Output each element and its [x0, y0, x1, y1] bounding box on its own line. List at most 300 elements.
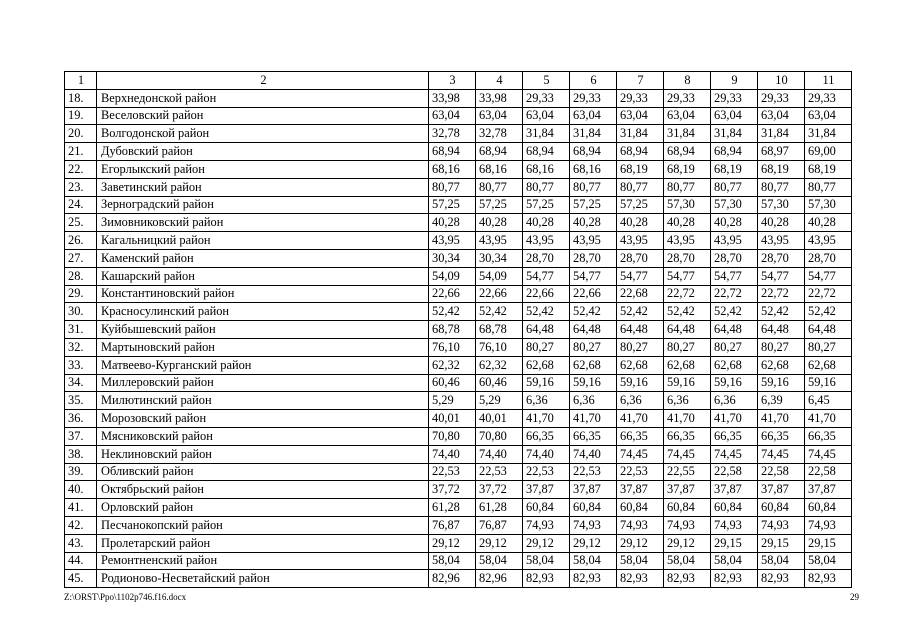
value-cell: 43,95	[617, 232, 664, 250]
value-cell: 22,53	[523, 463, 570, 481]
table-row	[65, 321, 852, 339]
value-cell: 6,36	[664, 392, 711, 410]
table-row	[65, 143, 852, 161]
table-row	[65, 392, 852, 410]
value-cell: 80,77	[664, 178, 711, 196]
value-cell: 62,32	[429, 356, 476, 374]
value-cell: 74,45	[711, 445, 758, 463]
value-cell: 74,45	[805, 445, 852, 463]
district-name: Веселовский район	[97, 107, 429, 125]
row-number: 45.	[65, 570, 97, 588]
row-number: 32.	[65, 338, 97, 356]
value-cell: 22,72	[805, 285, 852, 303]
value-cell: 68,78	[476, 321, 523, 339]
value-cell: 66,35	[570, 427, 617, 445]
value-cell: 59,16	[617, 374, 664, 392]
district-name: Милютинский район	[97, 392, 429, 410]
value-cell: 52,42	[758, 303, 805, 321]
row-number: 34.	[65, 374, 97, 392]
value-cell: 80,27	[805, 338, 852, 356]
table-row	[65, 196, 852, 214]
value-cell: 80,27	[617, 338, 664, 356]
row-number: 43.	[65, 534, 97, 552]
value-cell: 68,97	[758, 143, 805, 161]
value-cell: 68,16	[476, 160, 523, 178]
value-cell: 28,70	[617, 249, 664, 267]
table-row	[65, 463, 852, 481]
value-cell: 60,84	[570, 499, 617, 517]
value-cell: 74,93	[570, 516, 617, 534]
value-cell: 30,34	[429, 249, 476, 267]
value-cell: 43,95	[429, 232, 476, 250]
column-header-4: 4	[476, 72, 523, 90]
value-cell: 40,01	[429, 410, 476, 428]
value-cell: 74,40	[523, 445, 570, 463]
value-cell: 31,84	[758, 125, 805, 143]
district-name: Каменский район	[97, 249, 429, 267]
table-row	[65, 534, 852, 552]
value-cell: 40,28	[617, 214, 664, 232]
value-cell: 66,35	[758, 427, 805, 445]
value-cell: 62,68	[664, 356, 711, 374]
value-cell: 68,19	[664, 160, 711, 178]
value-cell: 57,30	[664, 196, 711, 214]
value-cell: 76,10	[476, 338, 523, 356]
row-number: 39.	[65, 463, 97, 481]
value-cell: 62,68	[805, 356, 852, 374]
value-cell: 57,30	[758, 196, 805, 214]
value-cell: 82,93	[758, 570, 805, 588]
value-cell: 63,04	[476, 107, 523, 125]
value-cell: 29,15	[711, 534, 758, 552]
value-cell: 63,04	[523, 107, 570, 125]
value-cell: 43,95	[711, 232, 758, 250]
value-cell: 40,28	[570, 214, 617, 232]
value-cell: 52,42	[523, 303, 570, 321]
row-number: 35.	[65, 392, 97, 410]
value-cell: 41,70	[570, 410, 617, 428]
value-cell: 37,87	[617, 481, 664, 499]
value-cell: 80,77	[570, 178, 617, 196]
value-cell: 37,87	[664, 481, 711, 499]
value-cell: 66,35	[711, 427, 758, 445]
value-cell: 74,40	[476, 445, 523, 463]
value-cell: 82,93	[805, 570, 852, 588]
value-cell: 29,12	[523, 534, 570, 552]
district-name: Ремонтненский район	[97, 552, 429, 570]
footer-page-number: 29	[850, 592, 859, 602]
district-name: Пролетарский район	[97, 534, 429, 552]
value-cell: 54,77	[523, 267, 570, 285]
value-cell: 60,84	[523, 499, 570, 517]
value-cell: 68,94	[711, 143, 758, 161]
value-cell: 22,66	[429, 285, 476, 303]
value-cell: 63,04	[617, 107, 664, 125]
value-cell: 33,98	[476, 89, 523, 107]
district-name: Морозовский район	[97, 410, 429, 428]
value-cell: 52,42	[570, 303, 617, 321]
value-cell: 29,33	[523, 89, 570, 107]
value-cell: 63,04	[758, 107, 805, 125]
table-row	[65, 125, 852, 143]
value-cell: 80,77	[805, 178, 852, 196]
table-row	[65, 356, 852, 374]
value-cell: 68,94	[476, 143, 523, 161]
value-cell: 22,72	[664, 285, 711, 303]
value-cell: 29,12	[664, 534, 711, 552]
district-name: Кашарский район	[97, 267, 429, 285]
value-cell: 29,15	[758, 534, 805, 552]
value-cell: 37,87	[523, 481, 570, 499]
row-number: 18.	[65, 89, 97, 107]
value-cell: 41,70	[805, 410, 852, 428]
value-cell: 31,84	[664, 125, 711, 143]
value-cell: 74,93	[617, 516, 664, 534]
value-cell: 68,19	[758, 160, 805, 178]
column-header-8: 8	[664, 72, 711, 90]
value-cell: 28,70	[523, 249, 570, 267]
value-cell: 64,48	[617, 321, 664, 339]
value-cell: 43,95	[476, 232, 523, 250]
value-cell: 40,28	[429, 214, 476, 232]
row-number: 25.	[65, 214, 97, 232]
value-cell: 54,09	[429, 267, 476, 285]
value-cell: 37,87	[570, 481, 617, 499]
value-cell: 60,46	[429, 374, 476, 392]
value-cell: 52,42	[664, 303, 711, 321]
value-cell: 37,87	[758, 481, 805, 499]
table-row	[65, 499, 852, 517]
value-cell: 74,93	[711, 516, 758, 534]
value-cell: 66,35	[617, 427, 664, 445]
table-row	[65, 427, 852, 445]
value-cell: 22,72	[758, 285, 805, 303]
value-cell: 22,53	[570, 463, 617, 481]
value-cell: 41,70	[711, 410, 758, 428]
value-cell: 57,25	[523, 196, 570, 214]
value-cell: 57,25	[429, 196, 476, 214]
value-cell: 68,94	[523, 143, 570, 161]
value-cell: 74,93	[664, 516, 711, 534]
row-number: 29.	[65, 285, 97, 303]
value-cell: 74,45	[617, 445, 664, 463]
value-cell: 82,93	[617, 570, 664, 588]
value-cell: 54,77	[570, 267, 617, 285]
row-number: 36.	[65, 410, 97, 428]
value-cell: 80,27	[758, 338, 805, 356]
value-cell: 66,35	[523, 427, 570, 445]
value-cell: 60,46	[476, 374, 523, 392]
value-cell: 28,70	[758, 249, 805, 267]
value-cell: 60,84	[664, 499, 711, 517]
value-cell: 61,28	[476, 499, 523, 517]
value-cell: 52,42	[429, 303, 476, 321]
value-cell: 6,36	[711, 392, 758, 410]
value-cell: 54,77	[805, 267, 852, 285]
value-cell: 41,70	[523, 410, 570, 428]
value-cell: 58,04	[711, 552, 758, 570]
value-cell: 22,58	[711, 463, 758, 481]
row-number: 30.	[65, 303, 97, 321]
value-cell: 58,04	[570, 552, 617, 570]
district-name: Куйбышевский район	[97, 321, 429, 339]
value-cell: 80,77	[523, 178, 570, 196]
value-cell: 22,53	[617, 463, 664, 481]
value-cell: 5,29	[429, 392, 476, 410]
value-cell: 54,77	[617, 267, 664, 285]
value-cell: 37,87	[805, 481, 852, 499]
value-cell: 29,15	[805, 534, 852, 552]
value-cell: 63,04	[429, 107, 476, 125]
value-cell: 28,70	[711, 249, 758, 267]
value-cell: 22,72	[711, 285, 758, 303]
value-cell: 31,84	[523, 125, 570, 143]
value-cell: 63,04	[664, 107, 711, 125]
district-name: Миллеровский район	[97, 374, 429, 392]
value-cell: 68,16	[429, 160, 476, 178]
value-cell: 60,84	[758, 499, 805, 517]
value-cell: 43,95	[570, 232, 617, 250]
table-row	[65, 445, 852, 463]
value-cell: 82,96	[429, 570, 476, 588]
table-row	[65, 89, 852, 107]
row-number: 42.	[65, 516, 97, 534]
value-cell: 29,33	[711, 89, 758, 107]
value-cell: 52,42	[805, 303, 852, 321]
value-cell: 29,12	[476, 534, 523, 552]
value-cell: 29,12	[429, 534, 476, 552]
value-cell: 52,42	[476, 303, 523, 321]
value-cell: 74,40	[429, 445, 476, 463]
value-cell: 22,68	[617, 285, 664, 303]
value-cell: 64,48	[570, 321, 617, 339]
value-cell: 59,16	[570, 374, 617, 392]
value-cell: 32,78	[429, 125, 476, 143]
value-cell: 60,84	[711, 499, 758, 517]
footer-file-path: Z:\ORST\Ppo\1102p746.f16.docx	[64, 592, 187, 602]
row-number: 20.	[65, 125, 97, 143]
value-cell: 57,25	[617, 196, 664, 214]
value-cell: 80,27	[523, 338, 570, 356]
row-number: 24.	[65, 196, 97, 214]
value-cell: 43,95	[805, 232, 852, 250]
value-cell: 41,70	[617, 410, 664, 428]
value-cell: 29,33	[570, 89, 617, 107]
value-cell: 68,16	[570, 160, 617, 178]
column-header-10: 10	[758, 72, 805, 90]
value-cell: 57,25	[570, 196, 617, 214]
value-cell: 74,40	[570, 445, 617, 463]
value-cell: 70,80	[476, 427, 523, 445]
value-cell: 64,48	[523, 321, 570, 339]
district-name: Волгодонской район	[97, 125, 429, 143]
column-header-6: 6	[570, 72, 617, 90]
row-number: 38.	[65, 445, 97, 463]
value-cell: 82,93	[711, 570, 758, 588]
district-name: Орловский район	[97, 499, 429, 517]
table-row	[65, 374, 852, 392]
value-cell: 29,12	[570, 534, 617, 552]
value-cell: 41,70	[664, 410, 711, 428]
table-row	[65, 516, 852, 534]
column-header-9: 9	[711, 72, 758, 90]
district-name: Октябрьский район	[97, 481, 429, 499]
value-cell: 80,77	[617, 178, 664, 196]
district-name: Мясниковский район	[97, 427, 429, 445]
column-header-3: 3	[429, 72, 476, 90]
value-cell: 30,34	[476, 249, 523, 267]
value-cell: 43,95	[664, 232, 711, 250]
value-cell: 40,28	[664, 214, 711, 232]
value-cell: 52,42	[711, 303, 758, 321]
value-cell: 68,19	[711, 160, 758, 178]
district-name: Заветинский район	[97, 178, 429, 196]
value-cell: 62,68	[617, 356, 664, 374]
value-cell: 82,93	[570, 570, 617, 588]
value-cell: 22,66	[476, 285, 523, 303]
row-number: 26.	[65, 232, 97, 250]
table-row	[65, 267, 852, 285]
value-cell: 62,68	[523, 356, 570, 374]
value-cell: 31,84	[617, 125, 664, 143]
value-cell: 80,27	[570, 338, 617, 356]
value-cell: 74,93	[523, 516, 570, 534]
value-cell: 68,16	[523, 160, 570, 178]
district-name: Обливский район	[97, 463, 429, 481]
value-cell: 70,80	[429, 427, 476, 445]
value-cell: 82,93	[523, 570, 570, 588]
value-cell: 29,12	[617, 534, 664, 552]
value-cell: 82,96	[476, 570, 523, 588]
value-cell: 68,94	[617, 143, 664, 161]
value-cell: 64,48	[805, 321, 852, 339]
table-row	[65, 570, 852, 588]
value-cell: 32,78	[476, 125, 523, 143]
value-cell: 29,33	[805, 89, 852, 107]
value-cell: 33,98	[429, 89, 476, 107]
value-cell: 31,84	[805, 125, 852, 143]
row-number: 44.	[65, 552, 97, 570]
value-cell: 68,19	[617, 160, 664, 178]
value-cell: 28,70	[805, 249, 852, 267]
value-cell: 29,33	[664, 89, 711, 107]
value-cell: 74,93	[805, 516, 852, 534]
value-cell: 22,58	[805, 463, 852, 481]
district-name: Егорлыкский район	[97, 160, 429, 178]
table-row	[65, 285, 852, 303]
value-cell: 80,77	[476, 178, 523, 196]
value-cell: 68,94	[664, 143, 711, 161]
value-cell: 59,16	[523, 374, 570, 392]
row-number: 27.	[65, 249, 97, 267]
value-cell: 58,04	[523, 552, 570, 570]
value-cell: 31,84	[711, 125, 758, 143]
value-cell: 62,68	[570, 356, 617, 374]
value-cell: 52,42	[617, 303, 664, 321]
value-cell: 40,28	[523, 214, 570, 232]
value-cell: 69,00	[805, 143, 852, 161]
row-number: 41.	[65, 499, 97, 517]
value-cell: 54,77	[664, 267, 711, 285]
value-cell: 60,84	[617, 499, 664, 517]
value-cell: 63,04	[805, 107, 852, 125]
table-row	[65, 232, 852, 250]
value-cell: 22,55	[664, 463, 711, 481]
value-cell: 54,09	[476, 267, 523, 285]
table-row	[65, 552, 852, 570]
value-cell: 74,93	[758, 516, 805, 534]
value-cell: 57,30	[805, 196, 852, 214]
value-cell: 64,48	[664, 321, 711, 339]
value-cell: 62,32	[476, 356, 523, 374]
district-name: Константиновский район	[97, 285, 429, 303]
value-cell: 68,94	[429, 143, 476, 161]
value-cell: 74,45	[664, 445, 711, 463]
row-number: 21.	[65, 143, 97, 161]
value-cell: 76,10	[429, 338, 476, 356]
value-cell: 57,25	[476, 196, 523, 214]
value-cell: 82,93	[664, 570, 711, 588]
value-cell: 57,30	[711, 196, 758, 214]
value-cell: 37,87	[711, 481, 758, 499]
column-header-7: 7	[617, 72, 664, 90]
column-header-5: 5	[523, 72, 570, 90]
value-cell: 28,70	[664, 249, 711, 267]
value-cell: 59,16	[758, 374, 805, 392]
table-row	[65, 481, 852, 499]
value-cell: 40,28	[476, 214, 523, 232]
district-name: Неклиновский район	[97, 445, 429, 463]
value-cell: 58,04	[664, 552, 711, 570]
row-number: 22.	[65, 160, 97, 178]
value-cell: 22,58	[758, 463, 805, 481]
row-number: 23.	[65, 178, 97, 196]
value-cell: 41,70	[758, 410, 805, 428]
row-number: 19.	[65, 107, 97, 125]
value-cell: 58,04	[758, 552, 805, 570]
value-cell: 59,16	[711, 374, 758, 392]
value-cell: 40,28	[711, 214, 758, 232]
value-cell: 43,95	[758, 232, 805, 250]
district-name: Мартыновский район	[97, 338, 429, 356]
value-cell: 31,84	[570, 125, 617, 143]
value-cell: 66,35	[664, 427, 711, 445]
value-cell: 6,39	[758, 392, 805, 410]
table-row	[65, 410, 852, 428]
value-cell: 59,16	[805, 374, 852, 392]
value-cell: 63,04	[570, 107, 617, 125]
value-cell: 68,94	[570, 143, 617, 161]
district-name: Песчанокопский район	[97, 516, 429, 534]
value-cell: 68,78	[429, 321, 476, 339]
table-row	[65, 214, 852, 232]
value-cell: 54,77	[711, 267, 758, 285]
district-name: Верхнедонской район	[97, 89, 429, 107]
value-cell: 29,33	[617, 89, 664, 107]
value-cell: 6,36	[570, 392, 617, 410]
table-row	[65, 303, 852, 321]
row-number: 37.	[65, 427, 97, 445]
table-row	[65, 107, 852, 125]
value-cell: 54,77	[758, 267, 805, 285]
row-number: 40.	[65, 481, 97, 499]
value-cell: 28,70	[570, 249, 617, 267]
value-cell: 40,28	[758, 214, 805, 232]
value-cell: 22,66	[570, 285, 617, 303]
value-cell: 58,04	[476, 552, 523, 570]
value-cell: 29,33	[758, 89, 805, 107]
value-cell: 6,36	[523, 392, 570, 410]
